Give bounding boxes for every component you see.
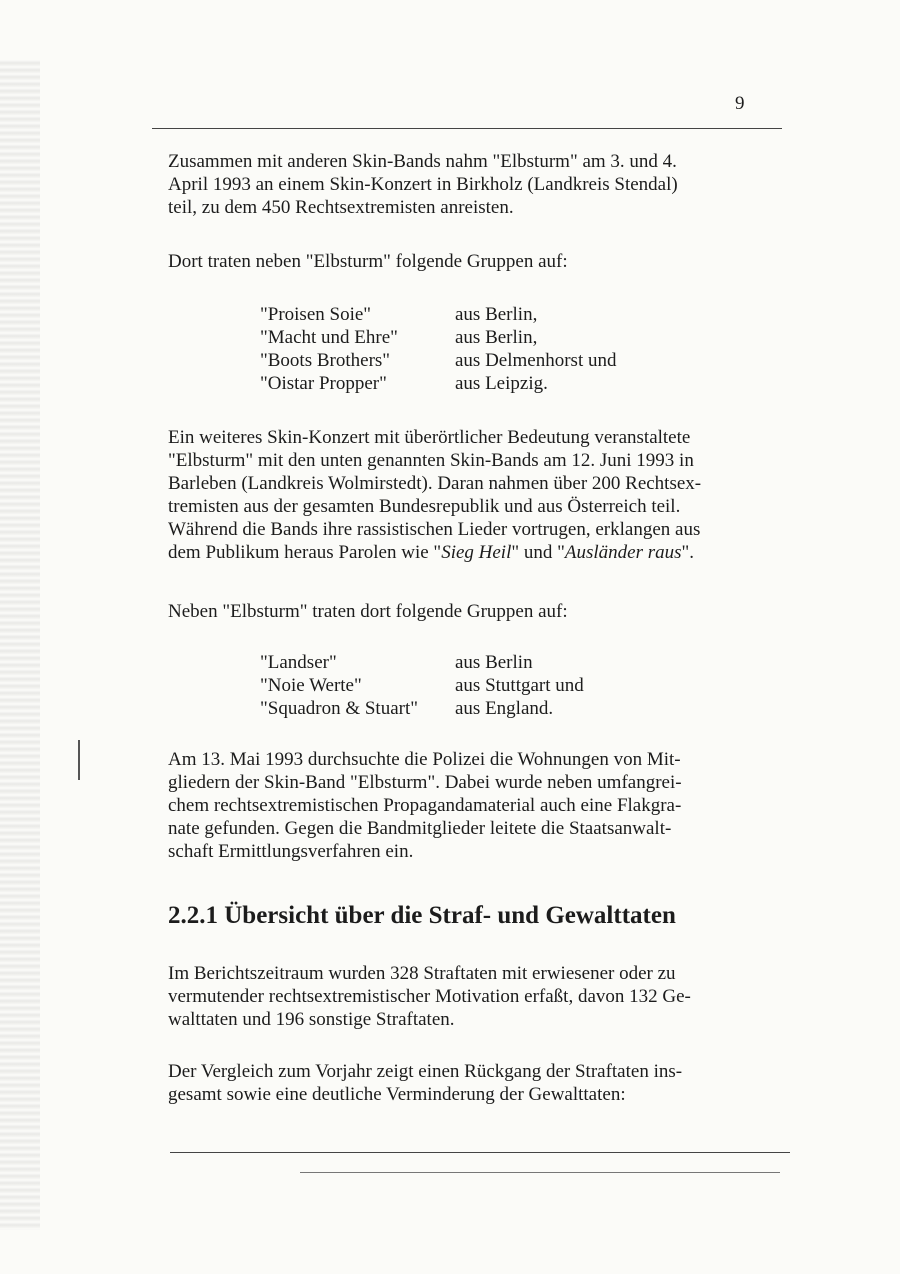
band-name: "Squadron & Stuart"	[260, 698, 419, 719]
text-line: walttaten und 196 sonstige Straftaten.	[168, 1009, 455, 1030]
paragraph-5	[168, 748, 788, 863]
quote-auslaender-raus: Ausländer raus	[564, 542, 682, 563]
section-heading: 2.2.1 Übersicht über die Straf- und Gewalttaten	[168, 902, 676, 929]
text-line: nate gefunden. Gegen die Bandmitglieder leitete die Staatsanwalt-	[168, 818, 672, 839]
text-line: Der Vergleich zum Vorjahr zeigt einen Rückgang der Straftaten ins-	[168, 1061, 683, 1082]
band-origin: aus Delmenhorst und	[455, 350, 617, 371]
list-item	[260, 372, 616, 395]
header-rule	[152, 128, 782, 129]
band-origin: aus Leipzig.	[455, 373, 548, 394]
text-line: Barleben (Landkreis Wolmirstedt). Daran nahmen über 200 Rechtsex-	[168, 473, 702, 494]
text-line: Am 13. Mai 1993 durchsuchte die Polizei die Wohnungen von Mit-	[168, 749, 681, 770]
paragraph-3	[168, 426, 788, 564]
text-line: schaft Ermittlungsverfahren ein.	[168, 841, 414, 862]
page-number: 9	[735, 93, 745, 114]
text-line: Ein weiteres Skin-Konzert mit überörtlicher Bedeutung veranstaltete	[168, 427, 691, 448]
paragraph-6	[168, 962, 788, 1031]
text-line: gliedern der Skin-Band "Elbsturm". Dabei wurde neben umfangrei-	[168, 772, 682, 793]
text-line: gesamt sowie eine deutliche Verminderung der Gewalttaten:	[168, 1084, 626, 1105]
scan-edge-noise	[0, 60, 40, 1230]
band-name: "Noie Werte"	[260, 675, 362, 696]
text-line: "Elbsturm" mit den unten genannten Skin-Bands am 12. Juni 1993 in	[168, 450, 694, 471]
band-name: "Proisen Soie"	[260, 304, 372, 325]
band-origin: aus Berlin,	[455, 327, 538, 348]
text-fragment: " und "	[511, 542, 565, 563]
paragraph-4	[168, 600, 788, 623]
band-origin: aus Berlin	[455, 652, 533, 673]
list-item	[260, 303, 616, 326]
paragraph-2	[168, 250, 788, 273]
text-line: Dort traten neben "Elbsturm" folgende Gruppen auf:	[168, 251, 568, 272]
paragraph-7	[168, 1060, 788, 1106]
band-origin: aus Stuttgart und	[455, 675, 584, 696]
list-item	[260, 697, 584, 720]
band-name: "Landser"	[260, 652, 337, 673]
band-name: "Oistar Propper"	[260, 373, 387, 394]
text-line: Zusammen mit anderen Skin-Bands nahm "Elbsturm" am 3. und 4.	[168, 151, 677, 172]
paragraph-1	[168, 150, 788, 219]
list-item	[260, 674, 584, 697]
text-fragment: ".	[681, 542, 695, 563]
text-line: Neben "Elbsturm" traten dort folgende Gruppen auf:	[168, 601, 568, 622]
text-fragment: dem Publikum heraus Parolen wie "	[168, 542, 442, 563]
band-name: "Macht und Ehre"	[260, 327, 398, 348]
footer-rule	[170, 1152, 790, 1153]
text-line: Während die Bands ihre rassistischen Lieder vortrugen, erklangen aus	[168, 519, 701, 540]
band-list-1	[260, 303, 616, 395]
band-origin: aus England.	[455, 698, 554, 719]
band-name: "Boots Brothers"	[260, 350, 391, 371]
list-item	[260, 326, 616, 349]
footer-rule-secondary	[300, 1172, 780, 1173]
text-line: vermutender rechtsextremistischer Motivation erfaßt, davon 132 Ge-	[168, 986, 691, 1007]
band-origin: aus Berlin,	[455, 304, 538, 325]
text-line: chem rechtsextremistischen Propagandamaterial auch eine Flakgra-	[168, 795, 682, 816]
text-line: tremisten aus der gesamten Bundesrepublik und aus Österreich teil.	[168, 496, 681, 517]
list-item	[260, 349, 616, 372]
text-line: Im Berichtszeitraum wurden 328 Straftaten mit erwiesener oder zu	[168, 963, 676, 984]
list-item	[260, 651, 584, 674]
band-list-2	[260, 651, 584, 720]
text-line: April 1993 an einem Skin-Konzert in Birkholz (Landkreis Stendal)	[168, 174, 678, 195]
scan-mark	[78, 740, 80, 780]
text-line	[168, 541, 788, 564]
quote-sieg-heil: Sieg Heil	[441, 542, 512, 563]
text-line: teil, zu dem 450 Rechtsextremisten anreisten.	[168, 197, 514, 218]
